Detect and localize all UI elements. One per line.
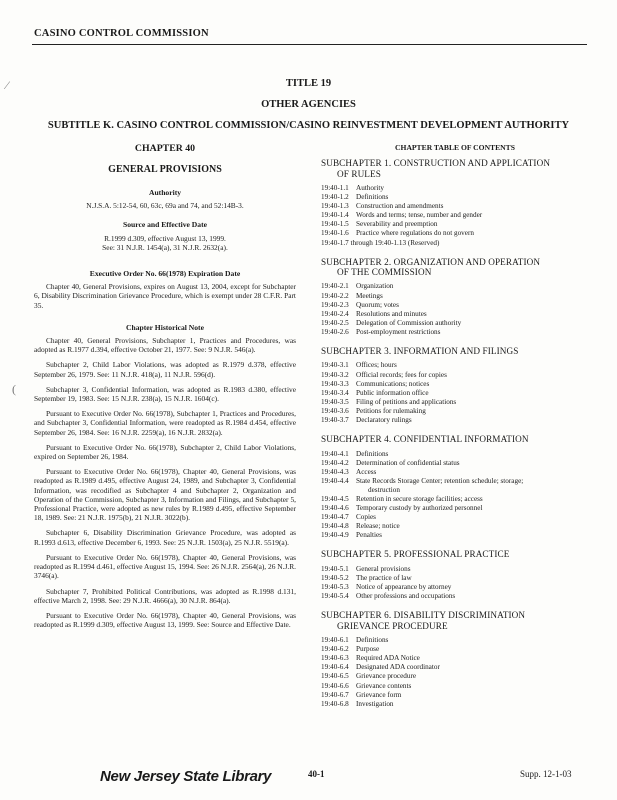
toc-entry xyxy=(321,663,589,672)
section-title: Release; notice xyxy=(356,522,400,531)
section-number: 19:40-4.8 xyxy=(321,522,349,531)
toc-entry xyxy=(321,310,589,319)
section-number: 19:40-1.6 xyxy=(321,229,349,238)
section-title: Words and terms; tense, number and gender xyxy=(356,211,483,220)
section-number: 19:40-6.7 xyxy=(321,690,349,699)
toc-entry xyxy=(321,565,589,574)
toc-list xyxy=(321,565,589,601)
section-number: 19:40-5.1 xyxy=(321,564,349,573)
toc-entry xyxy=(321,416,589,425)
executive-order-text: Chapter 40, General Provisions, expires on August 13, 2004, except for Subchapter 6, Disability Discrimination Grievance Procedure, which is exempt under 28 C.F.R. Part 35. xyxy=(34,282,296,310)
section-title: Grievance contents xyxy=(356,681,412,690)
section-title: Definitions xyxy=(356,193,389,202)
toc-entry xyxy=(321,654,589,663)
toc-entry xyxy=(321,645,589,654)
table-of-contents xyxy=(321,143,589,709)
toc-entry xyxy=(321,531,589,540)
subchapter-heading: SUBCHAPTER 4. CONFIDENTIAL INFORMATION xyxy=(321,434,529,445)
section-number: 19:40-2.3 xyxy=(321,300,349,309)
section-title: Organization xyxy=(356,282,394,291)
subchapter-heading: SUBCHAPTER 5. PROFESSIONAL PRACTICE xyxy=(321,549,510,560)
toc-entry xyxy=(321,229,589,238)
supplement-date: Supp. 12-1-03 xyxy=(520,769,572,779)
toc-entry xyxy=(321,220,589,229)
section-number: 19:40-1.5 xyxy=(321,220,349,229)
section-number: 19:40-4.7 xyxy=(321,513,349,522)
toc-entry xyxy=(321,700,589,709)
title-name: OTHER AGENCIES xyxy=(261,99,356,110)
section-title: Resolutions and minutes xyxy=(356,309,427,318)
section-number: 19:40-2.2 xyxy=(321,291,349,300)
subchapter-heading: SUBCHAPTER 6. DISABILITY DISCRIMINATION GRIEVANCE PROCEDURE xyxy=(321,610,526,631)
section-number: 19:40-6.6 xyxy=(321,681,349,690)
section-title: General provisions xyxy=(356,564,411,573)
historical-note-heading: Chapter Historical Note xyxy=(126,322,204,332)
subchapter-heading: SUBCHAPTER 2. ORGANIZATION AND OPERATION OF THE COMMISSION xyxy=(321,256,541,278)
section-title: Petitions for rulemaking xyxy=(356,406,426,415)
section-title: Practice where regulations do not govern xyxy=(356,229,474,238)
section-title: Required ADA Notice xyxy=(356,654,420,663)
section-title: Offices; hours xyxy=(356,361,397,370)
history-paragraph: Subchapter 3, Confidential Information, was adopted as R.1983 d.380, effective September 19, 1983. See: 15 N.J.R. 238(a), 15 N.J.R. 1604(c). xyxy=(34,384,296,404)
executive-order-heading: Executive Order No. 66(1978) Expiration Date xyxy=(89,269,241,279)
toc-entry xyxy=(321,319,589,328)
section-number: 19:40-1.2 xyxy=(321,193,349,202)
section-title: Investigation xyxy=(356,699,394,708)
section-number: 19:40-4.5 xyxy=(321,494,349,503)
section-title: Post-employment restrictions xyxy=(356,327,441,336)
toc-entry xyxy=(321,513,589,522)
authority-text: N.J.S.A. 5:12-54, 60, 63c, 69a and 74, and 52:14B-3. xyxy=(86,201,244,211)
source-line: See: 31 N.J.R. 1454(a), 31 N.J.R. 2632(a). xyxy=(102,242,228,252)
section-number: 19:40-3.5 xyxy=(321,397,349,406)
section-title: Quorum; votes xyxy=(356,300,399,309)
title-number: TITLE 19 xyxy=(285,78,332,89)
section-number: 19:40-5.3 xyxy=(321,583,349,592)
section-title: Temporary custody by authorized personnel xyxy=(356,504,483,513)
history-paragraph: Subchapter 6, Disability Discrimination Grievance Procedure, was adopted as R.1993 d.613, effective December 6, 1993. See: 25 N.J.R. 1503(a), 25 N.J.R. 5519(a). xyxy=(34,528,296,547)
history-paragraph: Pursuant to Executive Order No. 66(1978), Subchapter 2, Child Labor Violations, expired on September 26, 1984. xyxy=(34,442,296,462)
toc-entry xyxy=(321,682,589,691)
section-title: The practice of law xyxy=(356,573,412,582)
section-title: Communications; notices xyxy=(356,379,430,388)
section-title: Construction and amendments xyxy=(356,202,444,211)
section-number: 19:40-4.9 xyxy=(321,531,349,540)
section-number: 19:40-6.5 xyxy=(321,672,349,681)
section-number: 19:40-6.3 xyxy=(321,654,349,663)
subchapter-heading: SUBCHAPTER 1. CONSTRUCTION AND APPLICATION OF RULES xyxy=(321,158,551,179)
toc-entry xyxy=(321,459,589,468)
section-title: Purpose xyxy=(356,645,380,654)
section-number: 19:40-2.6 xyxy=(321,327,349,336)
chapter-number: CHAPTER 40 xyxy=(134,143,196,154)
toc-entry xyxy=(321,583,589,592)
source-line: R.1999 d.309, effective August 13, 1999. xyxy=(104,233,226,243)
section-number: 19:40-4.4 xyxy=(321,476,349,485)
source-heading: Source and Effective Date xyxy=(122,220,207,230)
section-number: 19:40-4.6 xyxy=(321,504,349,513)
section-title: Delegation of Commission authority xyxy=(356,318,462,327)
toc-entry xyxy=(321,184,589,193)
toc-entry-continuation: destruction xyxy=(368,485,400,494)
section-title: Grievance form xyxy=(356,690,402,699)
history-paragraph: Pursuant to Executive Order No. 66(1978), Subchapter 1, Practices and Procedures, and Subchapter 3, Confidential Information, were readopted as R.1984 d.454, effective September 26, 1984. See: 16 N.J.R. 2259(a), 16 N.J.R. 2832(a). xyxy=(34,409,296,437)
section-number: 19:40-3.1 xyxy=(321,361,349,370)
toc-entry xyxy=(321,477,589,486)
library-stamp: New Jersey State Library xyxy=(100,768,272,785)
section-number: 19:40-2.1 xyxy=(321,282,349,291)
subchapter-heading: SUBCHAPTER 3. INFORMATION AND FILINGS xyxy=(321,346,519,357)
section-title: Retention in secure storage facilities; access xyxy=(356,494,483,503)
toc-entry xyxy=(321,636,589,645)
section-title: Copies xyxy=(356,513,376,522)
section-title: Notice of appearance by attorney xyxy=(356,583,452,592)
history-paragraph: Pursuant to Executive Order No. 66(1978), Chapter 40, General Provisions, was readopted as R.1989 d.495, effective August 24, 1989, and Subchapter 3, Confidential Information, was recodified as Subchapter 4 and Subchapter 2, Organization and Operation of the Commission, Subchapter 3, Information and Filings, and Subchapter 5, Professional Practice, were adopted as new rules by R.1989 d.495, effective September 18, 1989. See: 21 N.J.R. 1975(b), 21 N.J.R. 3022(b). xyxy=(34,467,296,523)
history-paragraph: Pursuant to Executive Order No. 66(1978), Chapter 40, General Provisions, was readopted as R.1994 d.461, effective August 15, 1994. See: 26 N.J.R. 2564(a), 26 N.J.R. 3746(a). xyxy=(34,552,296,581)
section-title: Meetings xyxy=(356,291,383,300)
toc-entry xyxy=(321,522,589,531)
toc-list xyxy=(321,361,589,425)
toc-entry xyxy=(321,371,589,380)
section-number: 19:40-3.3 xyxy=(321,379,349,388)
page-number: 40-1 xyxy=(308,769,325,779)
section-number: 19:40-3.7 xyxy=(321,416,349,425)
section-title: Determination of confidential status xyxy=(356,458,460,467)
toc-entry xyxy=(321,361,589,370)
section-title: Access xyxy=(356,467,377,476)
section-title: Definitions xyxy=(356,636,389,645)
scan-mark: ( xyxy=(12,382,16,396)
section-title: Authority xyxy=(356,184,384,193)
history-paragraph: Chapter 40, General Provisions, Subchapter 1, Practices and Procedures, was adopted as R.1977 d.394, effective October 21, 1977. See: 9 N.J.R. 546(a). xyxy=(34,336,296,355)
section-title: State Records Storage Center; retention schedule; storage; xyxy=(356,476,524,485)
toc-entry xyxy=(321,450,589,459)
section-number: 19:40-1.3 xyxy=(321,202,349,211)
section-number: 19:40-3.2 xyxy=(321,370,349,379)
toc-entry xyxy=(321,389,589,398)
toc-entry xyxy=(321,592,589,601)
toc-entry xyxy=(321,211,589,220)
toc-heading: CHAPTER TABLE OF CONTENTS xyxy=(395,143,515,152)
section-number: 19:40-2.4 xyxy=(321,309,349,318)
section-number: 19:40-2.5 xyxy=(321,318,349,327)
section-title: Other professions and occupations xyxy=(356,592,456,601)
section-title: Definitions xyxy=(356,449,389,458)
toc-entry xyxy=(321,292,589,301)
section-title: Penalties xyxy=(356,531,382,540)
toc-list xyxy=(321,184,589,239)
toc-entry: 19:40-1.7 through 19:40-1.13 (Reserved) xyxy=(321,238,440,247)
section-title: Severability and preemption xyxy=(356,220,438,229)
section-number: 19:40-1.4 xyxy=(321,211,349,220)
toc-entry xyxy=(321,380,589,389)
running-header: CASINO CONTROL COMMISSION xyxy=(34,28,209,39)
toc-entry xyxy=(321,398,589,407)
section-number: 19:40-3.4 xyxy=(321,388,349,397)
section-title: Public information office xyxy=(356,388,429,397)
toc-entry xyxy=(321,574,589,583)
authority-heading: Authority xyxy=(148,188,182,197)
toc-entry xyxy=(321,504,589,513)
chapter-name: GENERAL PROVISIONS xyxy=(108,164,222,175)
scan-mark: ⁄ xyxy=(6,78,9,92)
section-title: Official records; fees for copies xyxy=(356,370,447,379)
header-rule xyxy=(32,44,587,45)
toc-entry xyxy=(321,193,589,202)
toc-entry xyxy=(321,202,589,211)
section-number: 19:40-6.2 xyxy=(321,645,349,654)
section-title: Declaratory rulings xyxy=(356,416,412,425)
section-number: 19:40-4.2 xyxy=(321,458,349,467)
toc-list xyxy=(321,636,589,709)
section-title: Designated ADA coordinator xyxy=(356,663,440,672)
section-number: 19:40-5.2 xyxy=(321,573,349,582)
section-number: 19:40-6.4 xyxy=(321,663,349,672)
toc-entry xyxy=(321,301,589,310)
history-paragraph: Subchapter 2, Child Labor Violations, was adopted as R.1979 d.378, effective September 26, 1979. See: 11 N.J.R. 418(a), 11 N.J.R. 596(d). xyxy=(34,360,296,379)
toc-entry xyxy=(321,282,589,291)
section-number: 19:40-5.4 xyxy=(321,592,349,601)
toc-list xyxy=(321,450,589,541)
section-number: 19:40-6.8 xyxy=(321,699,349,708)
toc-entry xyxy=(321,691,589,700)
toc-entry xyxy=(321,407,589,416)
toc-entry xyxy=(321,495,589,504)
toc-entry xyxy=(321,328,589,337)
section-number: 19:40-3.6 xyxy=(321,406,349,415)
section-title: Filing of petitions and applications xyxy=(356,397,457,406)
toc-entry xyxy=(321,468,589,477)
toc-list xyxy=(321,282,589,337)
toc-entry xyxy=(321,672,589,681)
subtitle: SUBTITLE K. CASINO CONTROL COMMISSION/CASINO REINVESTMENT DEVELOPMENT AUTHORITY xyxy=(47,120,570,131)
history-paragraph: Pursuant to Executive Order No. 66(1978), Chapter 40, General Provisions, was readopted as R.1999 d.309, effective August 13, 1999. See: Source and Effective Date. xyxy=(34,610,296,630)
section-title: Grievance procedure xyxy=(356,672,417,681)
section-number: 19:40-4.1 xyxy=(321,449,349,458)
left-column xyxy=(34,143,296,635)
section-number: 19:40-6.1 xyxy=(321,636,349,645)
section-number: 19:40-4.3 xyxy=(321,467,349,476)
history-paragraph: Subchapter 7, Prohibited Political Contributions, was adopted as R.1998 d.131, effective March 2, 1998. See: 29 N.J.R. 4666(a), 30 N.J.R. 864(a). xyxy=(34,586,296,605)
section-number: 19:40-1.1 xyxy=(321,184,349,193)
